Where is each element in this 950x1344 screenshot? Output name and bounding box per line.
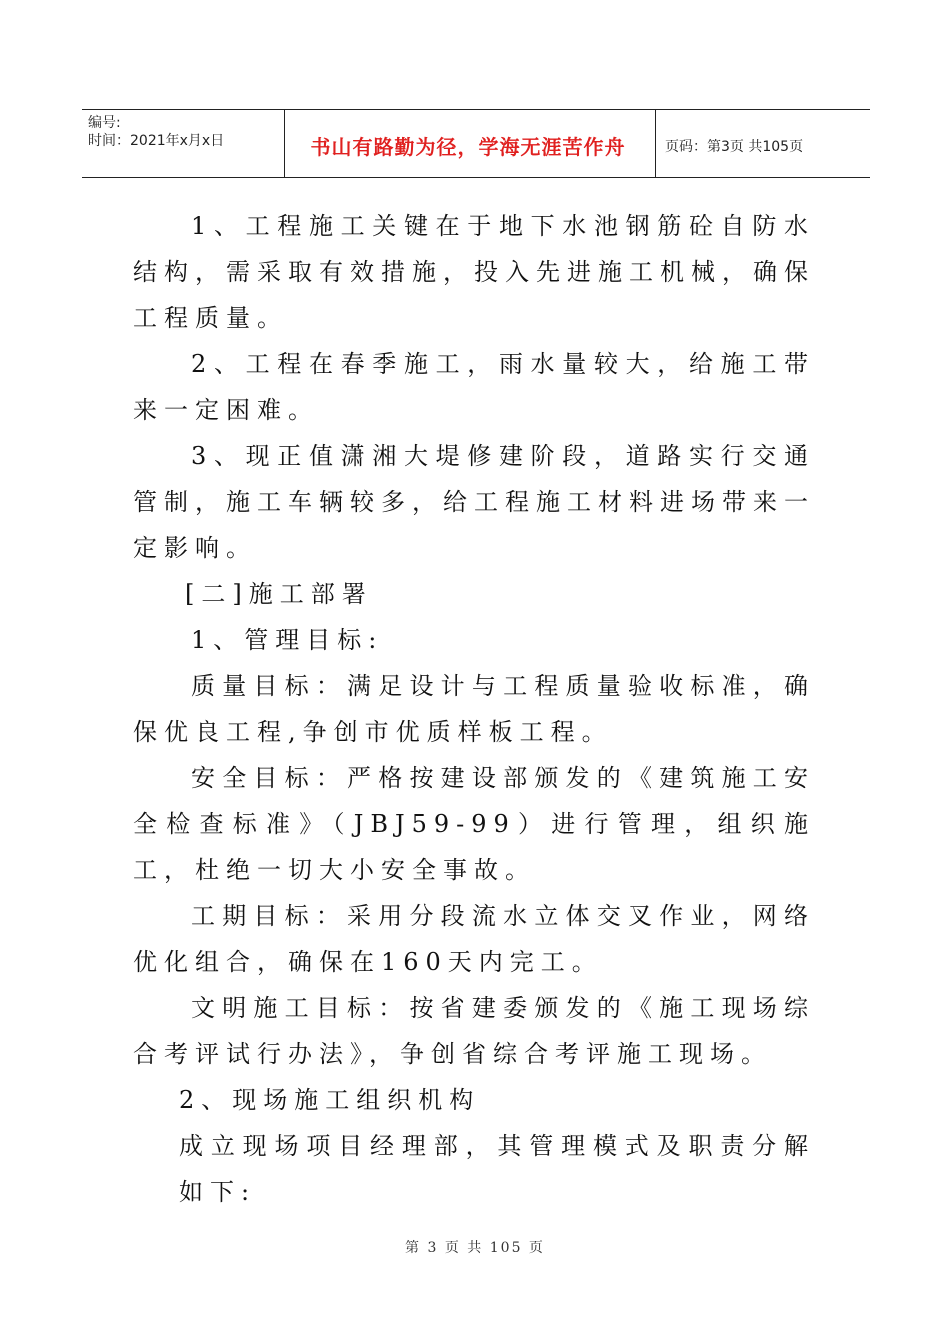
paragraph-quality-goal: 质量目标：满足设计与工程质量验收标准，确保优良工程,争创市优质样板工程。	[133, 672, 815, 746]
header-divider	[655, 110, 656, 177]
paragraph-civilized-construction-goal: 文明施工目标：按省建委颁发的《施工现场综合考评试行办法》，争创省综合考评施工现场。	[133, 994, 815, 1068]
paragraph-key-point-3: 3、现正值潇湘大堤修建阶段，道路实行交通管制，施工车辆较多，给工程施工材料进场带来一定影响。	[133, 442, 815, 562]
paragraph-key-point-1: 1、工程施工关键在于地下水池钢筋砼自防水结构，需采取有效措施，投入先进施工机械，确保工程质量。	[133, 212, 815, 332]
header-meta	[88, 114, 278, 150]
date-label: 时间：2021年x月x日	[88, 133, 225, 149]
paragraph-organization-setup: 成立现场项目经理部，其管理模式及职责分解如下:	[179, 1132, 815, 1206]
subheading-management-goals: 1、管理目标:	[191, 626, 384, 654]
header-page-info: 页码：第3页 共105页	[665, 138, 804, 155]
paragraph-schedule-goal: 工期目标：采用分段流水立体交叉作业，网络优化组合，确保在160天内完工。	[133, 902, 815, 976]
header-motto: 书山有路勤为径，学海无涯苦作舟	[310, 135, 626, 159]
subheading-site-organization: 2、现场施工组织机构	[179, 1086, 481, 1114]
page-header	[82, 109, 870, 178]
serial-number-label: 编号:	[88, 115, 121, 131]
paragraph-key-point-2: 2、工程在春季施工，雨水量较大，给施工带来一定困难。	[133, 350, 815, 424]
section-heading-deployment: [二]施工部署	[185, 580, 373, 608]
document-body	[133, 203, 815, 1215]
page-footer: 第 3 页 共 105 页	[405, 1240, 545, 1256]
paragraph-safety-goal: 安全目标：严格按建设部颁发的《建筑施工安全检查标准》（JBJ59-99）进行管理，组织施工，杜绝一切大小安全事故。	[133, 764, 815, 884]
